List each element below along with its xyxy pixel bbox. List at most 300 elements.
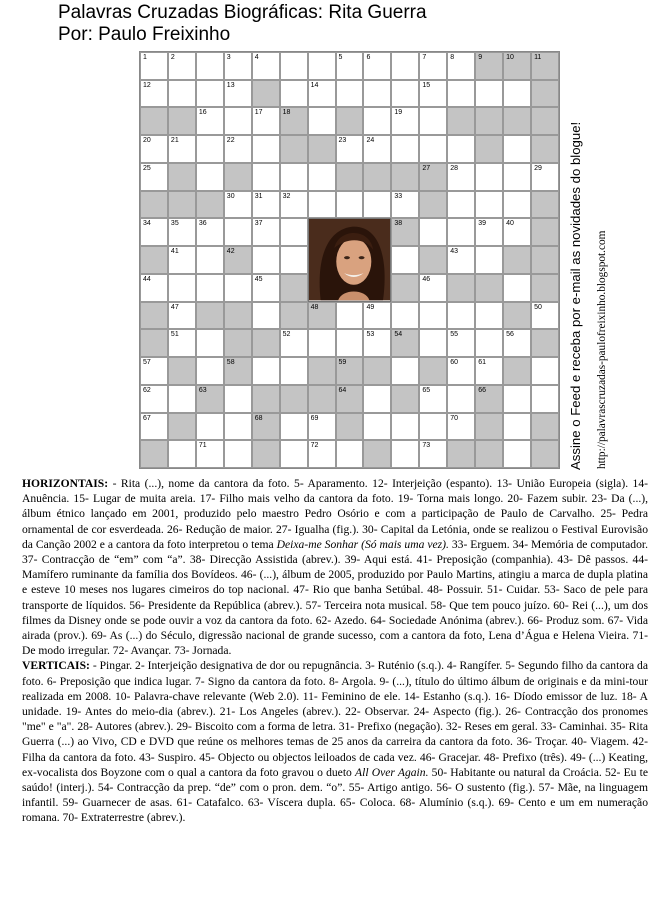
clue-number: 54	[394, 331, 403, 339]
black-square	[475, 52, 503, 80]
grid-cell[interactable]	[168, 246, 196, 274]
grid-cell[interactable]	[531, 385, 559, 413]
grid-cell[interactable]	[419, 385, 447, 413]
grid-cell[interactable]	[196, 357, 224, 385]
black-square	[336, 357, 364, 385]
grid-cell[interactable]	[196, 329, 224, 357]
grid-cell[interactable]	[503, 191, 531, 219]
black-square	[308, 135, 336, 163]
grid-cell[interactable]	[224, 218, 252, 246]
black-square	[447, 440, 475, 468]
grid-cell[interactable]	[447, 52, 475, 80]
clue-number: 36	[198, 220, 207, 228]
grid-cell[interactable]	[363, 191, 391, 219]
clue-number: 61	[478, 359, 486, 367]
black-square	[503, 246, 531, 274]
horizontal-clues-text	[22, 477, 648, 657]
grid-cell[interactable]	[140, 218, 168, 246]
clue-number: 15	[422, 81, 431, 89]
grid-cell[interactable]	[447, 385, 475, 413]
grid-cell[interactable]	[196, 246, 224, 274]
clue-number: 57	[143, 359, 151, 367]
grid-cell[interactable]	[224, 191, 252, 219]
grid-cell[interactable]	[168, 135, 196, 163]
black-square	[503, 107, 531, 135]
black-square	[168, 413, 196, 441]
grid-cell[interactable]	[140, 52, 168, 80]
grid-cell[interactable]	[336, 52, 364, 80]
black-square	[475, 413, 503, 441]
black-square	[308, 385, 336, 413]
black-square	[363, 357, 391, 385]
grid-cell[interactable]	[308, 52, 336, 80]
grid-cell[interactable]	[503, 274, 531, 302]
black-square	[475, 135, 503, 163]
grid-cell[interactable]	[419, 80, 447, 108]
black-square	[252, 385, 280, 413]
clue-number: 52	[282, 331, 291, 339]
grid-cell[interactable]	[503, 163, 531, 191]
grid-cell[interactable]	[419, 440, 447, 468]
clue-number: 71	[198, 442, 207, 450]
black-square	[336, 107, 364, 135]
grid-cell[interactable]	[196, 218, 224, 246]
black-square	[308, 357, 336, 385]
black-square	[252, 413, 280, 441]
clue-number: 6	[366, 54, 371, 61]
clue-number: 53	[366, 331, 375, 339]
clue-number: 45	[254, 275, 263, 283]
clue-number: 5	[338, 54, 343, 61]
black-square	[531, 107, 559, 135]
black-square	[196, 385, 224, 413]
grid-cell[interactable]	[196, 52, 224, 80]
grid-cell[interactable]	[224, 52, 252, 80]
grid-cell[interactable]	[363, 302, 391, 330]
black-square	[531, 191, 559, 219]
grid-cell[interactable]	[224, 413, 252, 441]
black-square	[140, 329, 168, 357]
clue-number: 14	[310, 81, 319, 89]
grid-cell[interactable]	[419, 329, 447, 357]
grid-cell[interactable]	[447, 218, 475, 246]
grid-cell[interactable]	[447, 135, 475, 163]
grid-cell[interactable]	[363, 413, 391, 441]
grid-cell[interactable]	[363, 329, 391, 357]
black-square	[475, 274, 503, 302]
black-square	[419, 191, 447, 219]
black-square	[140, 440, 168, 468]
black-square	[531, 246, 559, 274]
clue-number: 2	[170, 54, 175, 61]
grid-cell[interactable]	[363, 107, 391, 135]
clue-number: 20	[143, 137, 151, 145]
clue-number: 3	[226, 54, 231, 61]
black-square	[308, 302, 336, 330]
grid-cell[interactable]	[224, 80, 252, 108]
clue-text: - Pingar. 2- Interjeição designativa de dor ou repugnância. 3- Ruténio (s.q.). 4- Rangífer. 5- Segundo filho da cantora da foto. 6- Preposição que indica lugar. 7- Signo da cantora da foto. 8- Argola. 9- (...), título do último álbum de originais e da mini-tour realizada em 2008. 10- Palavra-chave relevante (Web 2.0). 11- Feminino de ele. 14- Estanho (s.q.). 16- Díodo emissor de luz. 18- A unidade. 19- Antes do meio-dia (abrev.). 21- Los Angeles (abrev.). 22- Observar. 24- Aspecto (fig.). 26- Contracção dos pronomes "me" e "a". 28- Autores (abrev.). 29- Biscoito com a forma de letra. 31- Prefixo (negação). 32- Reses em geral. 33- Caminhai. 35- Rita Guerra (...) ao Vivo, CD e DVD que reúne os melhores temas de 25 anos da carreira da cantora da foto. 36- Troçar. 40- Viagem. 42- Filha da cantora da foto. 43- Suspiro. 45- Objecto ou objectos leiloados de cada vez. 46- Gracejar. 48- Prefixo (três). 49- (...) Keating, ex-vocalista dos Boyzone com o qual a cantora da foto gravou o dueto	[22, 659, 648, 779]
grid-cell[interactable]	[280, 163, 308, 191]
black-square	[447, 274, 475, 302]
grid-cell[interactable]	[168, 302, 196, 330]
grid-cell[interactable]	[280, 246, 308, 274]
black-square	[419, 357, 447, 385]
black-square	[419, 246, 447, 274]
black-square	[391, 274, 419, 302]
clue-number: 69	[310, 414, 319, 422]
grid-cell[interactable]	[503, 80, 531, 108]
clue-number: 17	[254, 109, 263, 117]
grid-cell[interactable]	[140, 135, 168, 163]
clue-number: 31	[254, 192, 263, 200]
clue-number: 13	[226, 81, 235, 89]
grid-cell[interactable]	[196, 163, 224, 191]
black-square	[503, 302, 531, 330]
clue-number: 33	[394, 192, 403, 200]
grid-cell[interactable]	[168, 329, 196, 357]
grid-cell[interactable]	[475, 191, 503, 219]
black-square	[168, 107, 196, 135]
clue-number: 19	[394, 109, 403, 117]
clue-number: 9	[478, 54, 483, 61]
clue-number: 18	[282, 109, 291, 117]
grid-cell[interactable]	[475, 357, 503, 385]
grid-cell[interactable]	[308, 191, 336, 219]
clue-number: 42	[226, 248, 235, 256]
clue-number: 49	[366, 303, 375, 311]
clue-number: 59	[338, 359, 347, 367]
grid-cell[interactable]	[475, 218, 503, 246]
grid-cell[interactable]	[363, 52, 391, 80]
black-square	[140, 107, 168, 135]
grid-cell[interactable]	[168, 385, 196, 413]
clue-number: 47	[170, 303, 179, 311]
clue-number: 37	[254, 220, 263, 228]
page-title: Palavras Cruzadas Biográficas: Rita Guerra	[58, 2, 427, 23]
grid-cell[interactable]	[391, 440, 419, 468]
grid-cell[interactable]	[419, 107, 447, 135]
clue-number: 7	[422, 54, 427, 61]
grid-cell[interactable]	[196, 107, 224, 135]
grid-cell[interactable]	[336, 329, 364, 357]
clue-number: 41	[170, 248, 179, 256]
grid-cell[interactable]	[308, 413, 336, 441]
clue-number: 72	[310, 442, 319, 450]
clue-number: 34	[143, 220, 151, 228]
grid-cell[interactable]	[280, 329, 308, 357]
black-square	[140, 246, 168, 274]
grid-cell[interactable]	[196, 274, 224, 302]
feed-subscribe-note: Assine o Feed e receba por e-mail as novidades do blogue!	[568, 121, 583, 470]
black-square	[252, 80, 280, 108]
black-square	[391, 218, 419, 246]
grid-cell[interactable]	[391, 135, 419, 163]
black-square	[419, 163, 447, 191]
grid-cell[interactable]	[140, 357, 168, 385]
grid-cell[interactable]	[308, 107, 336, 135]
portrait-photo-icon	[308, 218, 392, 301]
clue-number: 63	[198, 386, 207, 394]
grid-cell[interactable]	[252, 218, 280, 246]
black-square	[503, 52, 531, 80]
clue-number: 38	[394, 220, 403, 228]
black-square	[224, 302, 252, 330]
grid-cell[interactable]	[447, 191, 475, 219]
grid-cell[interactable]	[363, 385, 391, 413]
black-square	[280, 274, 308, 302]
clue-italic-title: All Over Again.	[355, 765, 429, 779]
grid-cell[interactable]	[224, 440, 252, 468]
black-square	[447, 107, 475, 135]
clue-number: 73	[422, 442, 431, 450]
clues-section	[22, 476, 648, 826]
clue-number: 51	[170, 331, 179, 339]
clue-number: 29	[534, 164, 542, 172]
grid-cell[interactable]	[531, 357, 559, 385]
clue-text: 33- Erguem. 34- Memória de computador. 37- Contracção de “em” com “a”. 38- Direcção Assistida (abrev.). 39- Aqui está. 41- Preposição (companhia). 43- Dê passos. 44- Mamífero ruminante da família dos Bovídeos. 46- (...), álbum de 2005, produzido por Paulo Martins, atingiu a marca de dupla platina e esteve 10 meses nos lugares cimeiros do top nacional. 47- Rio que banha Setúbal. 48- Possuir. 51- Cuidar. 53- Saco de pele para transporte de líquidos. 56- Presidente da República (abrev.). 57- Terceira nota musical. 58- Que tem pouco juízo. 60- Rei (...), um dos filmes da Disney onde se pode ouvir a voz da cantora da foto. 62- Azedo. 64- Sociedade Anónima (abrev.). 66- Produz som. 67- Vida airada (prov.). 69- As (...) do Século, digressão nacional de grande sucesso, com a cantora da foto, Lena d’Água e Helena Vieira. 71- De modo irregular. 72- Avançar. 73- Jornada.	[22, 537, 649, 658]
grid-cell[interactable]	[252, 246, 280, 274]
grid-cell[interactable]	[475, 80, 503, 108]
grid-cell[interactable]	[224, 385, 252, 413]
grid-cell[interactable]	[140, 413, 168, 441]
black-square	[531, 274, 559, 302]
black-square	[531, 218, 559, 246]
clue-number: 55	[450, 331, 459, 339]
grid-cell[interactable]	[503, 218, 531, 246]
grid-cell[interactable]	[252, 191, 280, 219]
black-square	[168, 163, 196, 191]
clue-number: 11	[534, 54, 542, 61]
grid-cell[interactable]	[447, 246, 475, 274]
black-square	[224, 357, 252, 385]
horizontal-clues-label: HORIZONTAIS:	[22, 477, 109, 490]
grid-cell[interactable]	[447, 80, 475, 108]
clue-number: 68	[254, 414, 263, 422]
grid-cell[interactable]	[419, 302, 447, 330]
vertical-clues-text	[22, 659, 648, 824]
grid-cell[interactable]	[224, 274, 252, 302]
black-square	[280, 135, 308, 163]
grid-cell[interactable]	[168, 218, 196, 246]
black-square	[531, 52, 559, 80]
grid-cell[interactable]	[391, 302, 419, 330]
grid-cell[interactable]	[391, 413, 419, 441]
black-square	[531, 440, 559, 468]
grid-cell[interactable]	[224, 107, 252, 135]
grid-cell[interactable]	[196, 440, 224, 468]
black-square	[475, 440, 503, 468]
clue-number: 48	[310, 303, 319, 311]
grid-cell[interactable]	[336, 191, 364, 219]
clue-number: 62	[143, 386, 151, 394]
clue-number: 25	[143, 164, 151, 172]
grid-cell[interactable]	[196, 80, 224, 108]
clue-number: 24	[366, 137, 375, 145]
grid-cell[interactable]	[280, 52, 308, 80]
grid-cell[interactable]	[363, 80, 391, 108]
grid-cell[interactable]	[140, 385, 168, 413]
clue-number: 32	[282, 192, 291, 200]
blog-url[interactable]: http://palavrascruzadas-paulofreixinho.blogspot.com	[596, 230, 608, 469]
clue-number: 64	[338, 386, 347, 394]
clue-number: 46	[422, 275, 431, 283]
grid-cell[interactable]	[391, 357, 419, 385]
clue-number: 44	[143, 275, 151, 283]
black-square	[391, 385, 419, 413]
clue-number: 65	[422, 386, 431, 394]
grid-cell[interactable]	[140, 80, 168, 108]
grid-cell[interactable]	[168, 274, 196, 302]
grid-cell[interactable]	[224, 135, 252, 163]
grid-cell[interactable]	[308, 440, 336, 468]
grid-cell[interactable]	[503, 440, 531, 468]
black-square	[140, 302, 168, 330]
black-square	[503, 357, 531, 385]
grid-cell[interactable]	[280, 80, 308, 108]
grid-cell[interactable]	[475, 302, 503, 330]
black-square	[252, 329, 280, 357]
horizontal-clues	[22, 476, 648, 658]
black-square	[475, 385, 503, 413]
clue-text: - Rita (...), nome da cantora da foto. 5- Aparamento. 12- Interjeição (espanto). 13- União Europeia (sigla). 14- Anuência. 15- Lugar de muita areia. 17- Filho mais velho da cantora da foto. 19- Torna mais longo. 20- Fazem subir. 23- Da (...), álbum étnico lançado em 2001, produzido pelo maestro Pedro Osório e com a participação de Paulo de Carvalho. 25- Pedra ornamental de cor esverdeada. 26- Redução de maior. 27- Igualha (fig.). 30- Capital da Letónia, onde se realizou o Festival Eurovisão da Canção 2002 e a cantora da foto interpretou o tema	[22, 477, 648, 551]
grid-cell[interactable]	[503, 329, 531, 357]
grid-cell[interactable]	[447, 163, 475, 191]
grid-cell[interactable]	[391, 80, 419, 108]
grid-cell[interactable]	[140, 163, 168, 191]
grid-cell[interactable]	[280, 413, 308, 441]
black-square	[196, 302, 224, 330]
clue-number: 40	[506, 220, 514, 228]
grid-cell[interactable]	[391, 107, 419, 135]
clue-number: 22	[226, 137, 235, 145]
grid-cell[interactable]	[336, 302, 364, 330]
black-square	[280, 302, 308, 330]
grid-cell[interactable]	[252, 357, 280, 385]
grid-cell[interactable]	[308, 163, 336, 191]
grid-cell[interactable]	[447, 357, 475, 385]
clue-text: 50- Habitante ou natural da Croácia. 52- Eu te saúdo! (interj.). 54- Contracção da prep. “de” com o pron. dem. “o”. 55- Artigo antigo. 56- O sustento (fig.). 57- Mãe, na linguagem infantil. 59- Guarnecer de asas. 61- Catafalco. 63- Víscera dupla. 65- Coloca. 68- Alumínio (s.q.). 69- Cento e um em numeração romana. 70- Extraterrestre (abrev.).	[22, 765, 649, 825]
black-square	[336, 385, 364, 413]
grid-cell[interactable]	[419, 218, 447, 246]
grid-cell[interactable]	[280, 191, 308, 219]
grid-cell[interactable]	[447, 302, 475, 330]
clue-number: 60	[450, 359, 459, 367]
black-square	[224, 163, 252, 191]
grid-cell[interactable]	[419, 135, 447, 163]
black-square	[280, 107, 308, 135]
clue-number: 8	[450, 54, 455, 61]
black-square	[363, 440, 391, 468]
black-square	[224, 246, 252, 274]
black-square	[391, 329, 419, 357]
grid-cell[interactable]	[475, 329, 503, 357]
black-square	[196, 191, 224, 219]
grid-cell[interactable]	[336, 135, 364, 163]
grid-cell[interactable]	[252, 274, 280, 302]
clue-number: 21	[170, 137, 179, 145]
grid-cell[interactable]	[447, 413, 475, 441]
grid-cell[interactable]	[168, 440, 196, 468]
clue-number: 50	[534, 303, 542, 311]
grid-cell[interactable]	[419, 274, 447, 302]
grid-cell[interactable]	[531, 302, 559, 330]
clue-number: 39	[478, 220, 486, 228]
black-square	[391, 163, 419, 191]
clue-number: 27	[422, 164, 431, 172]
grid-cell[interactable]	[168, 80, 196, 108]
clue-italic-title: Deixa-me Sonhar (Só mais uma vez).	[276, 537, 449, 551]
grid-cell[interactable]	[419, 52, 447, 80]
black-square	[531, 413, 559, 441]
clue-number: 1	[143, 54, 147, 61]
clue-number: 35	[170, 220, 179, 228]
grid-cell[interactable]	[531, 163, 559, 191]
clue-number: 66	[478, 386, 486, 394]
black-square	[363, 163, 391, 191]
grid-cell[interactable]	[391, 246, 419, 274]
vertical-clues-label: VERTICAIS:	[22, 659, 90, 673]
clue-number: 23	[338, 137, 347, 145]
grid-cell[interactable]	[252, 135, 280, 163]
black-square	[280, 385, 308, 413]
clue-number: 58	[226, 359, 235, 367]
grid-cell[interactable]	[419, 413, 447, 441]
black-square	[168, 357, 196, 385]
black-square	[531, 80, 559, 108]
clue-number: 56	[506, 331, 514, 339]
grid-cell[interactable]	[391, 52, 419, 80]
grid-cell[interactable]	[252, 107, 280, 135]
clue-number: 28	[450, 164, 459, 172]
grid-cell[interactable]	[196, 413, 224, 441]
grid-cell[interactable]	[252, 163, 280, 191]
black-square	[531, 135, 559, 163]
black-square	[531, 329, 559, 357]
grid-cell[interactable]	[363, 135, 391, 163]
clue-number: 67	[143, 414, 151, 422]
grid-cell[interactable]	[475, 163, 503, 191]
clue-number: 4	[254, 54, 259, 61]
grid-cell[interactable]	[252, 302, 280, 330]
grid-cell[interactable]	[308, 80, 336, 108]
author-line: Por: Paulo Freixinho	[58, 24, 231, 45]
vertical-clues	[22, 658, 648, 825]
grid-cell[interactable]	[503, 413, 531, 441]
black-square	[168, 191, 196, 219]
clue-number: 12	[143, 81, 151, 89]
grid-cell[interactable]	[280, 218, 308, 246]
grid-cell[interactable]	[447, 329, 475, 357]
grid-cell[interactable]	[196, 135, 224, 163]
grid-cell[interactable]	[336, 440, 364, 468]
black-square	[336, 163, 364, 191]
grid-cell[interactable]	[391, 191, 419, 219]
grid-cell[interactable]	[280, 357, 308, 385]
black-square	[252, 440, 280, 468]
grid-cell[interactable]	[336, 80, 364, 108]
grid-cell[interactable]	[308, 329, 336, 357]
grid-cell[interactable]	[252, 52, 280, 80]
grid-cell[interactable]	[140, 274, 168, 302]
crossword-grid	[139, 51, 560, 469]
grid-cell[interactable]	[168, 52, 196, 80]
grid-cell[interactable]	[475, 246, 503, 274]
clue-number: 70	[450, 414, 459, 422]
clue-number: 10	[506, 54, 514, 61]
grid-cell[interactable]	[503, 385, 531, 413]
grid-cell[interactable]	[503, 135, 531, 163]
grid-cell[interactable]	[280, 440, 308, 468]
